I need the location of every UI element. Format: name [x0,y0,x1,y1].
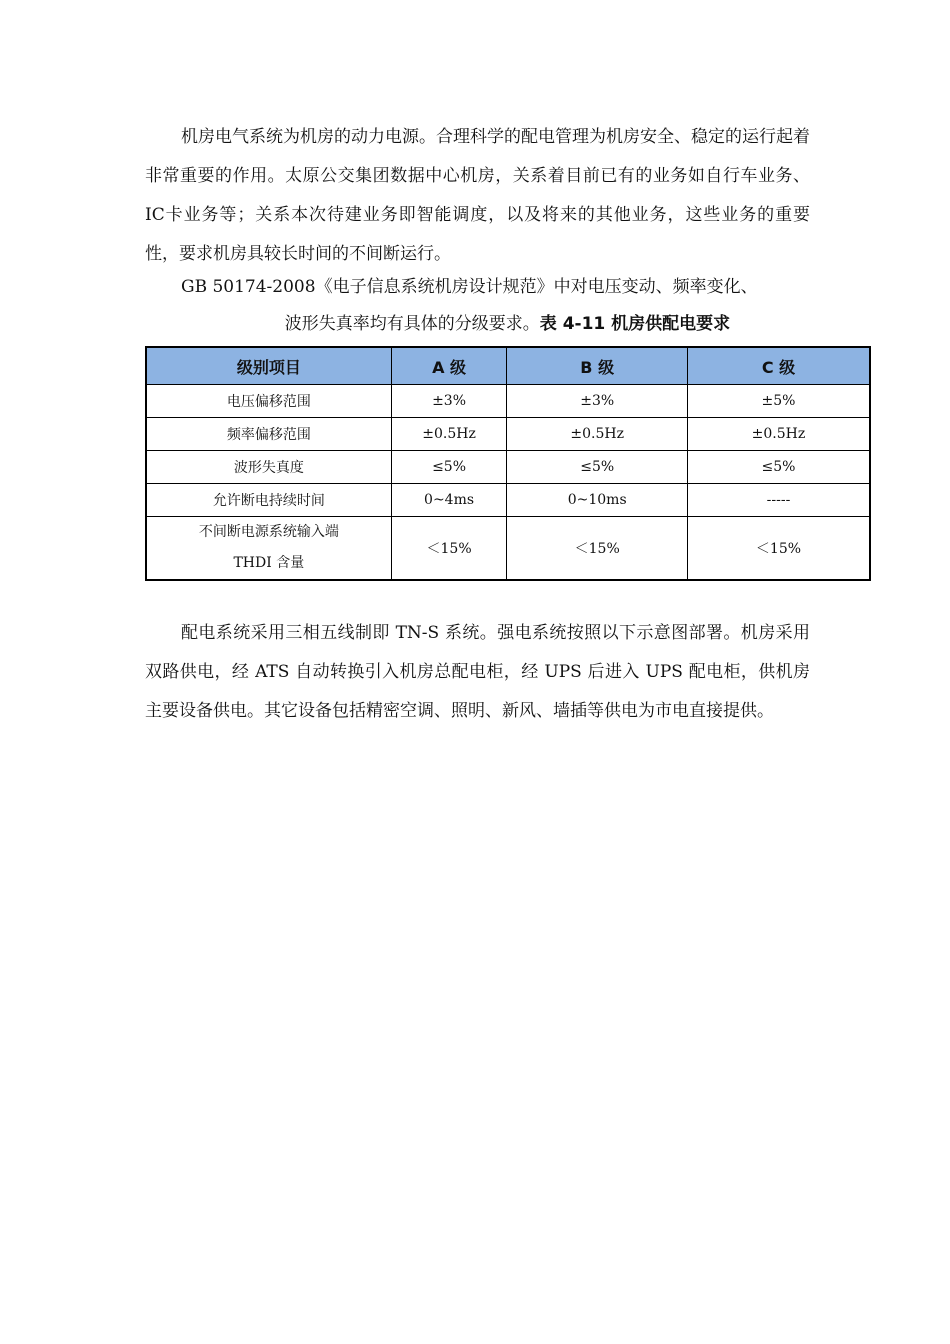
paragraph-distribution-system: 配电系统采用三相五线制即 TN-S 系统。强电系统按照以下示意图部署。机房采用双路供电，经 ATS 自动转换引入机房总配电柜，经 UPS 后进入 UPS 配电柜，供机房主要设备供电。其它设备包括精密空调、照明、新风、墙插等供电为市电直接提供。 [145,623,810,721]
cell-grade-b: ±3% [507,385,688,418]
cell-item-line1: 不间断电源系统输入端 [198,524,339,540]
table-row [146,385,870,418]
header-item: 级别项目 [146,347,391,385]
cell-item: 允许断电持续时间 [146,484,391,517]
cell-item: 频率偏移范围 [146,418,391,451]
cell-item: 波形失真度 [146,451,391,484]
paragraph-power-system-intro: 机房电气系统为机房的动力电源。合理科学的配电管理为机房安全、稳定的运行起着非常重要的作用。太原公交集团数据中心机房，关系着目前已有的业务如自行车业务、IC卡业务等；关系本次待建业务即智能调度，以及将来的其他业务，这些业务的重要性，要求机房具较长时间的不间断运行。 [145,127,810,264]
cell-grade-c: ＜15% [687,517,870,581]
cell-item [146,517,391,581]
power-requirements-table [145,346,871,581]
paragraph-gb-standard: GB 50174-2008《电子信息系统机房设计规范》中对电压变动、频率变化、 [181,277,758,297]
table-header-row [146,347,870,385]
cell-grade-b: 0~10ms [507,484,688,517]
cell-grade-a: ±3% [391,385,507,418]
cell-item-line2: THDI 含量 [233,555,305,571]
table-caption: 表 4-11 机房供配电要求 [539,314,731,334]
cell-grade-b: ＜15% [507,517,688,581]
cell-grade-a: ±0.5Hz [391,418,507,451]
header-grade-a: A 级 [391,347,507,385]
cell-grade-c: ----- [687,484,870,517]
table-row [146,484,870,517]
cell-grade-c: ≤5% [687,451,870,484]
cell-grade-c: ±5% [687,385,870,418]
cell-grade-c: ±0.5Hz [687,418,870,451]
cell-item: 电压偏移范围 [146,385,391,418]
cell-grade-b: ±0.5Hz [507,418,688,451]
cell-grade-b: ≤5% [507,451,688,484]
header-grade-b: B 级 [507,347,688,385]
cell-grade-a: 0~4ms [391,484,507,517]
cell-grade-a: ＜15% [391,517,507,581]
cell-grade-a: ≤5% [391,451,507,484]
table-row [146,418,870,451]
table-row [146,451,870,484]
header-grade-c: C 级 [687,347,870,385]
table-caption-line [145,306,870,342]
table-row [146,517,870,581]
paragraph-gb-standard-continued: 波形失真率均有具体的分级要求。 [284,314,540,334]
